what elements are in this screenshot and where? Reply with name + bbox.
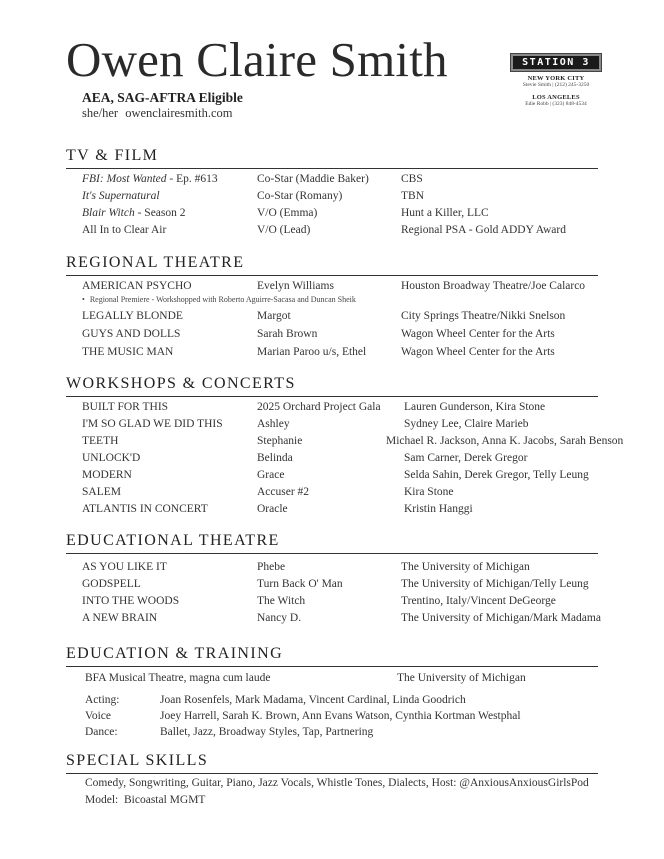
credit-row bbox=[0, 207, 664, 224]
agency-office-nyc bbox=[511, 75, 601, 88]
union-status: AEA, SAG-AFTRA Eligible bbox=[82, 90, 243, 105]
section-title-regional-theatre: REGIONAL THEATRE bbox=[66, 254, 245, 271]
credit-venue: Kira Stone bbox=[404, 486, 454, 498]
credit-venue: The University of Michigan/Telly Leung bbox=[401, 578, 589, 590]
credit-role: V/O (Emma) bbox=[257, 207, 318, 219]
office-city: NEW YORK CITY bbox=[527, 75, 585, 82]
credit-row bbox=[0, 595, 664, 612]
skills-list: Comedy, Songwriting, Guitar, Piano, Jazz Vocals, Whistle Tones, Dialects, Host: @AnxiousAnxiousGirlsPod bbox=[85, 777, 589, 789]
training-value: Ballet, Jazz, Broadway Styles, Tap, Partnering bbox=[160, 726, 374, 738]
episode-note: - Season 2 bbox=[134, 207, 186, 219]
section-divider bbox=[66, 275, 598, 276]
credit-venue: Michael R. Jackson, Anna K. Jacobs, Sarah Benson bbox=[386, 435, 624, 447]
credit-title: GODSPELL bbox=[82, 578, 141, 590]
actor-name: Owen Claire Smith bbox=[66, 32, 448, 87]
section-title-workshops: WORKSHOPS & CONCERTS bbox=[66, 375, 296, 392]
credit-title: All In to Clear Air bbox=[82, 224, 167, 236]
credit-venue: Sam Carner, Derek Gregor bbox=[404, 452, 528, 464]
credit-role: The Witch bbox=[257, 595, 306, 607]
credit-venue: Hunt a Killer, LLC bbox=[401, 207, 489, 219]
skills-row bbox=[0, 777, 664, 794]
credit-venue: Wagon Wheel Center for the Arts bbox=[401, 328, 555, 340]
credit-venue: CBS bbox=[401, 173, 423, 185]
show-title: It's Supernatural bbox=[82, 190, 160, 202]
credit-row bbox=[0, 486, 664, 503]
credit-role: Phebe bbox=[257, 561, 286, 573]
credit-venue: Regional PSA - Gold ADDY Award bbox=[401, 224, 566, 236]
credit-row bbox=[0, 346, 664, 363]
agency-block bbox=[511, 54, 601, 107]
credit-role: Evelyn Williams bbox=[257, 280, 334, 292]
credit-title: THE MUSIC MAN bbox=[82, 346, 174, 358]
credit-row bbox=[0, 401, 664, 418]
section-divider bbox=[66, 396, 598, 397]
credit-row bbox=[0, 435, 664, 452]
training-label: Acting: bbox=[85, 694, 120, 706]
degree: BFA Musical Theatre, magna cum laude bbox=[85, 672, 271, 684]
credit-title: BUILT FOR THIS bbox=[82, 401, 169, 413]
credit-role: 2025 Orchard Project Gala bbox=[257, 401, 381, 413]
credit-role: Sarah Brown bbox=[257, 328, 318, 340]
credit-venue: Houston Broadway Theatre/Joe Calarco bbox=[401, 280, 586, 292]
credit-role: Grace bbox=[257, 469, 285, 481]
credit-role: Turn Back O' Man bbox=[257, 578, 343, 590]
credit-role: Co-Star (Maddie Baker) bbox=[257, 173, 369, 185]
credit-row bbox=[0, 452, 664, 469]
episode-note: - Ep. #613 bbox=[166, 173, 218, 185]
credit-role: Ashley bbox=[257, 418, 290, 430]
agency-office-la bbox=[511, 94, 601, 107]
section-divider bbox=[66, 773, 598, 774]
training-value: Joey Harrell, Sarah K. Brown, Ann Evans Watson, Cynthia Kortman Westphal bbox=[160, 710, 521, 722]
credit-note: • Regional Premiere - Workshopped with Roberto Aguirre-Sacasa and Duncan Sheik bbox=[82, 295, 356, 304]
credit-title bbox=[82, 207, 186, 219]
credit-venue: Lauren Gunderson, Kira Stone bbox=[404, 401, 546, 413]
show-title: Blair Witch bbox=[82, 207, 135, 219]
credit-row bbox=[0, 561, 664, 578]
model-row bbox=[0, 794, 664, 811]
credit-venue: Selda Sahin, Derek Gregor, Telly Leung bbox=[404, 469, 589, 481]
credit-venue: Sydney Lee, Claire Marieb bbox=[404, 418, 529, 430]
credit-role: Co-Star (Romany) bbox=[257, 190, 343, 202]
credit-title: AMERICAN PSYCHO bbox=[82, 280, 192, 292]
website-link[interactable]: owenclairesmith.com bbox=[125, 106, 233, 120]
credit-title bbox=[82, 190, 160, 202]
office-contact: Edie Robb | (323) 848-4534 bbox=[525, 101, 587, 107]
credit-row bbox=[0, 190, 664, 207]
section-divider bbox=[66, 168, 598, 169]
training-label: Dance: bbox=[85, 726, 118, 738]
training-label: Voice bbox=[85, 710, 111, 722]
credit-title: LEGALLY BLONDE bbox=[82, 310, 183, 322]
credit-role: Nancy D. bbox=[257, 612, 302, 624]
training-row bbox=[0, 726, 664, 743]
credit-role: Stephanie bbox=[257, 435, 303, 447]
credit-title: AS YOU LIKE IT bbox=[82, 561, 167, 573]
credit-role: V/O (Lead) bbox=[257, 224, 311, 236]
credit-title: A NEW BRAIN bbox=[82, 612, 158, 624]
credit-venue: The University of Michigan/Mark Madama bbox=[401, 612, 601, 624]
agency-logo: STATION 3 bbox=[511, 54, 601, 71]
credit-title: ATLANTIS IN CONCERT bbox=[82, 503, 208, 515]
credit-row bbox=[0, 418, 664, 435]
credit-title bbox=[82, 173, 218, 185]
training-row bbox=[0, 694, 664, 711]
credit-row bbox=[0, 578, 664, 595]
section-title-education-training: EDUCATION & TRAINING bbox=[66, 645, 284, 662]
section-divider bbox=[66, 553, 598, 554]
show-title: FBI: Most Wanted bbox=[82, 173, 167, 185]
credit-venue: Trentino, Italy/Vincent DeGeorge bbox=[401, 595, 556, 607]
section-title-educational-theatre: EDUCATIONAL THEATRE bbox=[66, 532, 280, 549]
training-value: Joan Rosenfels, Mark Madama, Vincent Cardinal, Linda Goodrich bbox=[160, 694, 466, 706]
school: The University of Michigan bbox=[397, 672, 526, 684]
training-row bbox=[0, 710, 664, 727]
section-title-tv-film: TV & FILM bbox=[66, 147, 159, 164]
credit-role: Marian Paroo u/s, Ethel bbox=[257, 346, 367, 358]
credit-venue: City Springs Theatre/Nikki Snelson bbox=[401, 310, 566, 322]
credit-venue: The University of Michigan bbox=[401, 561, 530, 573]
credit-role: Margot bbox=[257, 310, 291, 322]
credit-title: MODERN bbox=[82, 469, 132, 481]
model-agency: Bicoastal MGMT bbox=[124, 794, 206, 806]
education-row bbox=[0, 672, 664, 689]
credit-role: Oracle bbox=[257, 503, 288, 515]
contact-line bbox=[82, 106, 237, 121]
credit-row bbox=[0, 612, 664, 629]
office-contact: Stevie Smith | (212) 245-3250 bbox=[522, 82, 590, 88]
credit-row bbox=[0, 469, 664, 486]
credit-title: GUYS AND DOLLS bbox=[82, 328, 181, 340]
credit-venue: Wagon Wheel Center for the Arts bbox=[401, 346, 555, 358]
section-title-special-skills: SPECIAL SKILLS bbox=[66, 752, 209, 769]
credit-venue: Kristin Hanggi bbox=[404, 503, 473, 515]
pronouns: she/her bbox=[82, 106, 119, 120]
model-label: Model: bbox=[85, 794, 119, 806]
credit-role: Accuser #2 bbox=[257, 486, 310, 498]
credit-title: INTO THE WOODS bbox=[82, 595, 180, 607]
section-divider bbox=[66, 666, 598, 667]
credit-title: I'M SO GLAD WE DID THIS bbox=[82, 418, 223, 430]
credit-title: SALEM bbox=[82, 486, 121, 498]
credit-row bbox=[0, 328, 664, 345]
credit-venue: TBN bbox=[401, 190, 424, 202]
credit-row bbox=[0, 503, 664, 520]
credit-row bbox=[0, 224, 664, 241]
credit-role: Belinda bbox=[257, 452, 293, 464]
office-city: LOS ANGELES bbox=[532, 94, 580, 101]
credit-row bbox=[0, 310, 664, 327]
credit-row bbox=[0, 173, 664, 190]
credit-title: TEETH bbox=[82, 435, 119, 447]
credit-title: UNLOCK'D bbox=[82, 452, 141, 464]
